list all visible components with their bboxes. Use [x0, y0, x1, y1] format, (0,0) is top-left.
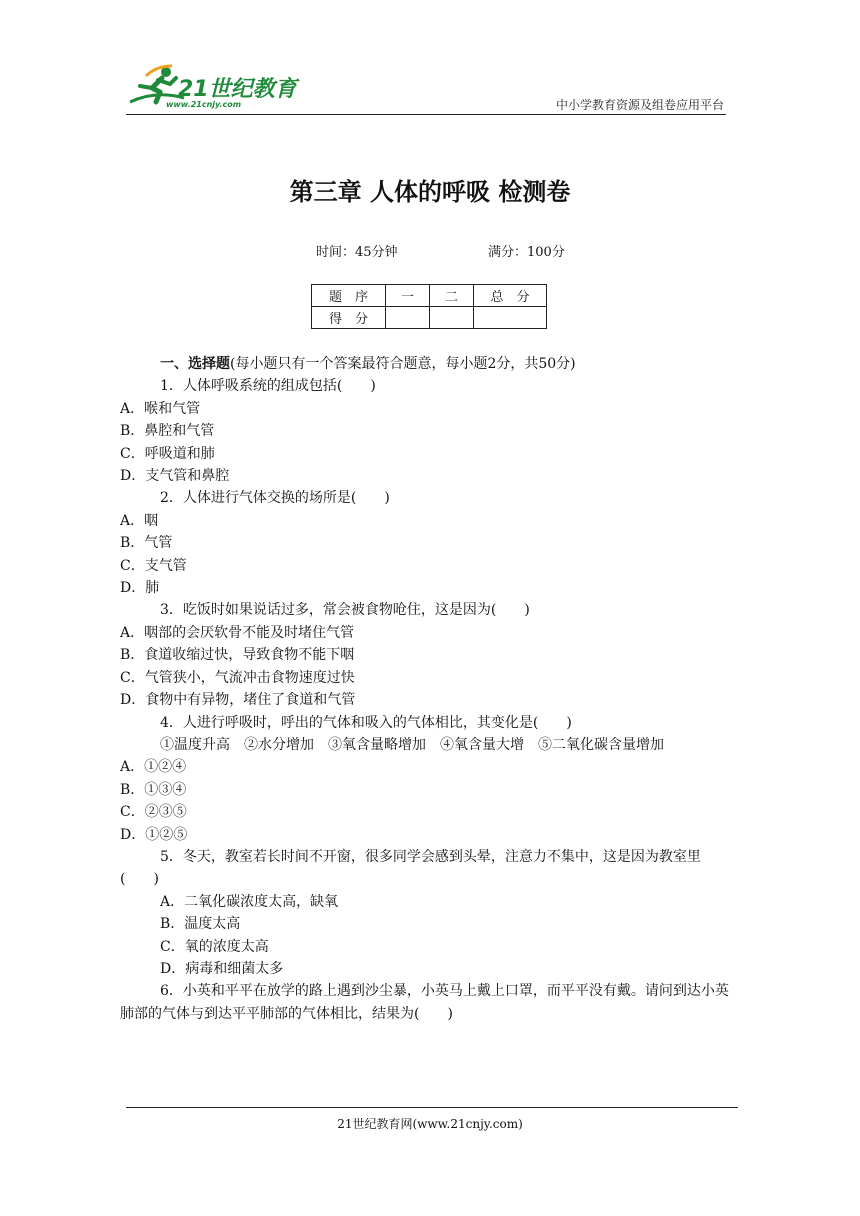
table-row	[312, 285, 547, 307]
option: A．咽	[120, 512, 159, 529]
footer-divider	[126, 1107, 738, 1108]
question-stem: 4．人进行呼吸时，呼出的气体和吸入的气体相比，其变化是( )	[160, 714, 572, 731]
platform-name: 中小学教育资源及组卷应用平台	[555, 98, 724, 112]
question-stem: 3．吃饭时如果说话过多，常会被食物呛住，这是因为( )	[160, 602, 530, 619]
table-cell: 一	[386, 285, 430, 307]
header-divider	[126, 114, 726, 115]
option: D．病毒和细菌太多	[160, 960, 284, 977]
option: B．气管	[120, 535, 173, 552]
option: D．支气管和鼻腔	[120, 468, 230, 485]
table-cell	[386, 307, 430, 329]
option: A．二氧化碳浓度太高，缺氧	[160, 893, 339, 910]
table-cell	[474, 307, 547, 329]
score-table	[311, 284, 547, 329]
table-cell: 二	[430, 285, 474, 307]
logo-url: www.21cnjy.com	[166, 100, 242, 109]
table-row	[312, 307, 547, 329]
section-title: 一、选择题	[160, 356, 230, 372]
option: C．氧的浓度太高	[160, 938, 269, 955]
question-content	[120, 353, 734, 1025]
option: C．②③⑤	[120, 804, 187, 821]
table-cell	[430, 307, 474, 329]
option: B．鼻腔和气管	[120, 423, 215, 440]
option: A．咽部的会厌软骨不能及时堵住气管	[120, 624, 355, 641]
logo	[126, 62, 306, 114]
question-stem: 2．人体进行气体交换的场所是( )	[160, 490, 390, 507]
option: B．食道收缩过快，导致食物不能下咽	[120, 647, 355, 664]
option: D．食物中有异物，堵住了食道和气管	[120, 692, 356, 709]
question-stem: 6．小英和平平在放学的路上遇到沙尘暴，小英马上戴上口罩，而平平没有戴。请问到达小英肺部的气体与到达平平肺部的气体相比，结果为( )	[120, 983, 729, 1022]
question-stem: 1．人体呼吸系统的组成包括( )	[160, 378, 376, 395]
logo-text: 21世纪教育	[178, 77, 297, 102]
section-note: (每小题只有一个答案最符合题意，每小题2分，共50分)	[230, 356, 576, 372]
option: B．温度太高	[160, 916, 241, 933]
option: A．喉和气管	[120, 400, 201, 417]
full-score: 满分：100分	[488, 245, 565, 260]
option: A．①②④	[120, 759, 187, 776]
exam-time: 时间：45分钟	[316, 245, 398, 260]
option: B．①③④	[120, 781, 187, 798]
option: D．肺	[120, 580, 160, 597]
option: C．气管狭小，气流冲击食物速度过快	[120, 669, 355, 686]
option: C．支气管	[120, 557, 187, 574]
option: D．①②⑤	[120, 826, 188, 843]
page-footer: 21世纪教育网(www.21cnjy.com)	[337, 1117, 523, 1131]
section-heading	[120, 353, 734, 375]
option: C．呼吸道和肺	[120, 445, 215, 462]
page-title: 第三章 人体的呼吸 检测卷	[289, 178, 571, 206]
table-cell: 得 分	[312, 307, 386, 329]
page-header	[126, 62, 724, 118]
table-cell: 总 分	[474, 285, 547, 307]
question-stem: 5．冬天，教室若长时间不开窗，很多同学会感到头晕，注意力不集中，这是因为教室里( )	[120, 848, 701, 888]
table-cell: 题 序	[312, 285, 386, 307]
question-sub: ①温度升高 ②水分增加 ③氧含量略增加 ④氧含量大增 ⑤二氧化碳含量增加	[160, 736, 664, 753]
